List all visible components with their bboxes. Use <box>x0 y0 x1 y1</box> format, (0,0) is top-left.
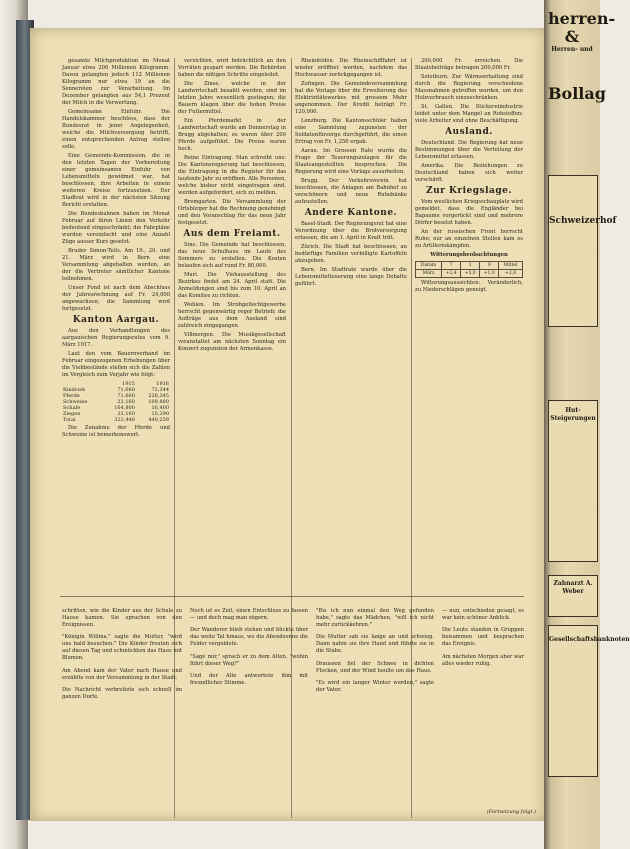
paragraph: Unser Fond ist nach dem Abschluss der Jahresrechnung auf Fr. 24,000 angewachsen; die Sammlung wird fortgesetzt. <box>62 285 170 312</box>
table-header-cell: 1916 <box>156 381 169 387</box>
paragraph: Am nächsten Morgen aber war alles wieder ruhig. <box>442 653 524 667</box>
paragraph: Aarau. Im Grossen Rate wurde die Frage der Teuerungszulagen für die Staatsangestellten besprochen. Die Regierung wird eine Vorlage ausarbeiten. <box>295 148 407 175</box>
section-heading-ausland: Ausland. <box>445 127 493 137</box>
paragraph: Eine Gemeinde-Kommission, die in den letzten Tagen der Vorbereitung einer gemeinsamen Einfuhr von Lebensmitteln gewidmet war, hat beschlossen, ihre Arbeiten in einem weiteren Kreise fortzusetzen. Der Stadtrat wird in der nächsten Sitzung Bericht erstatten. <box>62 153 170 208</box>
paragraph: St. Gallen. Die Stickereiindustrie leidet unter dem Mangel an Rohstoffen; viele Arbeiter sind ohne Beschäftigung. <box>415 104 523 124</box>
table-header-cell: 1915 <box>122 381 135 387</box>
feuilleton-column-4 <box>442 603 524 808</box>
paragraph: Rheinfelden. Die Rheinschifffahrt ist wieder eröffnet worden, nachdem das Hochwasser zurückgegangen ist. <box>295 58 407 78</box>
paragraph: Witterungsaussichten: Veränderlich, zu Niederschlägen geneigt. <box>415 280 523 293</box>
paragraph: — nun, entschieden gesagt, es war kein schöner Anblick. <box>442 608 524 622</box>
paragraph: Bruder Simon-Teils. Am 19., 20. und 21. März wird in Bern eine Versammlung abgehalten werden, an der die Vertreter sämtlicher Kantone teilnehmen. <box>62 248 170 282</box>
paragraph: Der Wanderer blieb stehen und blickte über das weite Tal hinaus, wo die Abendsonne die Felder vergoldete. <box>190 627 308 648</box>
paragraph: Die Zunahme der Pferde und Schweine ist bemerkenswert. <box>62 425 170 438</box>
section-heading-kriegslage: Zur Kriegslage. <box>426 186 512 196</box>
paragraph: 200,000 Fr. erreichen. Die Staatsbeiträge betragen 200,000 Fr. <box>415 58 523 71</box>
paragraph: Die Zinse, welche in der Landwirtschaft bezahlt werden, sind im letzten Jahre wesentlich gestiegen; die Bauern klagen über die hohen Preise der Futtermittel. <box>178 81 286 115</box>
table-cell: 71,660 <box>117 393 135 399</box>
table-row <box>416 270 523 278</box>
ad-banknoten <box>548 625 630 777</box>
paragraph: Villmergen. Die Musikgesellschaft veranstaltet am nächsten Sonntag ein Konzert zugunsten der Armenkasse. <box>178 332 286 352</box>
paragraph: Solothurn. Zur Wärmeerhaltung sind durch die Regierung verschiedene Massnahmen getroffen worden, um den Holzverbrauch einzuschränken. <box>415 74 523 101</box>
feuilleton-column-2 <box>190 603 308 808</box>
newspaper-page <box>30 28 550 821</box>
ad-schweizerhof <box>548 175 617 327</box>
ad-title: Zahnarzt A. Weber <box>553 580 593 595</box>
paragraph: Brugg. Der Verkehrsverein hat beschlossen, die Anlagen am Bahnhof zu verschönern und neue Ruhebänke aufzustellen. <box>295 178 407 205</box>
paragraph: Ein Pferdemarkt in der Landwirtschaft wurde am Donnerstag in Brugg abgehalten; es waren über 200 Pferde aufgeführt. Die Preise waren hoch. <box>178 118 286 152</box>
paragraph: Noch ist es Zeit, einen Entschluss zu fassen — und doch mag man zögern. <box>190 608 308 622</box>
column-3 <box>295 58 407 588</box>
paragraph: verzichten, wird beträchtlich an den Vorräten gespart werden. Die Behörden haben die nötigen Schritte eingeleitet. <box>178 58 286 78</box>
paragraph: Die Nachricht verbreitete sich schnell im ganzen Dorfe. <box>62 686 182 700</box>
paragraph: Sins. Die Gemeinde hat beschlossen, das neue Schulhaus im Laufe des Sommers zu erstellen. Die Kosten belaufen sich auf rund Fr. 80,000. <box>178 242 286 269</box>
table-header-cell: 9 <box>480 262 499 270</box>
paragraph: "Es wird ein langer Winter werden," sagte der Vater. <box>316 679 434 693</box>
table-header-cell: 7 <box>442 262 461 270</box>
table-cell: 322,440 <box>114 417 135 423</box>
paragraph: Bremgarten. Die Versammlung der Ortsbürger hat die Rechnung genehmigt und den Voranschlag für das neue Jahr festgesetzt. <box>178 199 286 226</box>
table-header-cell: 1 <box>461 262 480 270</box>
table-cell: +5,0 <box>461 270 480 278</box>
ad-title: Hut-Steigerungen <box>550 407 596 422</box>
paragraph: Zürich. Die Stadt hat beschlossen, an bedürftige Familien verbilligte Kartoffeln abzugeben. <box>295 244 407 264</box>
section-heading-andere-kantone: Andere Kantone. <box>304 208 398 218</box>
paragraph: Vom westlichen Kriegsschauplatz wird gemeldet, dass die Engländer bei Bapaume vorgerückt sind und mehrere Dörfer besetzt haben. <box>415 199 523 226</box>
table-cell: 109,880 <box>148 399 169 405</box>
table-cell: Pferde <box>63 393 80 399</box>
paragraph: Gemeinsame Einfuhr. Die Handelskammer beschloss, dass der Bundesrat in jener Angelegenheit, welche die Milchversorgung betrifft, einen entsprechenden Antrag stellen solle. <box>62 109 170 150</box>
section-heading-freiamt: Aus dem Freiamt. <box>183 229 281 239</box>
table-cell: 164,800 <box>114 405 135 411</box>
paragraph: Basel-Stadt. Der Regierungsrat hat eine Verordnung über die Brotversorgung erlassen, die am 1. April in Kraft tritt. <box>295 221 407 241</box>
section-heading-aargau: Kanton Aargau. <box>72 315 160 325</box>
feuilleton-rule <box>60 596 524 597</box>
ad-steigerung <box>548 400 598 562</box>
ad-title: herren- & <box>548 9 616 46</box>
paragraph: schritten, wie die Kinder aus der Schule zu Hause kamen. Sie sprachen von den Ereignissen. <box>62 608 182 629</box>
paragraph: Amerika. Die Beziehungen zu Deutschland haben sich weiter verschärft. <box>415 163 523 183</box>
paragraph: Aus den Verhandlungen des aargauischen Regierungsrates vom 9. März 1917. <box>62 328 170 348</box>
feuilleton-column-3 <box>316 603 434 808</box>
table-cell: Total <box>63 417 76 423</box>
table-cell: Ziegen <box>63 411 81 417</box>
facing-page-ads <box>544 0 630 849</box>
paragraph: Laut den vom Bauernverband im Februar eingezogenen Erhebungen über die Viehbestände stellen sich die Zahlen im Vergleich zum Vorjahr wie folgt: <box>62 351 170 378</box>
continuation-note: (Fortsetzung folgt.) <box>486 809 536 815</box>
weather-table <box>415 261 523 278</box>
table-cell: 22,160 <box>117 399 135 405</box>
ad-zahnarzt <box>548 575 598 617</box>
column-2 <box>178 58 286 588</box>
paragraph: Die Bundesbahnen haben im Monat Februar auf ihren Linien den Verkehr bedeutend eingeschränkt; die Fahrpläne wurden vereinfacht und eine Anzahl Züge ausser Kurs gesetzt. <box>62 211 170 245</box>
paragraph: "Königin Willma," sagte die Mutter, "wird uns bald besuchen." Die Kinder freuten sich auf diesen Tag und schmückten das Haus mit Blumen. <box>62 634 182 662</box>
table-cell: März <box>416 270 442 278</box>
paragraph: Reine Eintragung. Man schreibt uns: Die Kantonsregierung hat beschlossen, die Eintragung in die Register für das laufende Jahr zu eröffnen. Alle Personen, welche bisher nicht eingetragen sind, werden aufgefordert, sich zu melden. <box>178 155 287 196</box>
table-cell: +2,4 <box>442 270 461 278</box>
ad-bollag <box>548 84 606 155</box>
ad-title: Bollag <box>548 84 606 103</box>
paragraph: Bern. Im Stadtrate wurde über die Lebensmittelteuerung eine lange Debatte geführt. <box>295 267 407 287</box>
paragraph: Draussen fiel der Schnee in dichten Flocken, und der Wind heulte um das Haus. <box>316 660 434 674</box>
column-4 <box>415 58 523 588</box>
column-1 <box>62 58 170 588</box>
ad-herren <box>548 9 616 80</box>
table-cell: +1,0 <box>480 270 499 278</box>
paragraph: Zofingen. Die Gemeindeversammlung hat die Vorlage über die Erweiterung des Elektrizitätswerkes mit grossem Mehr angenommen. Der Kredit beträgt Fr. 120,000. <box>295 81 407 115</box>
ad-title: Gesellschaftsbanknoten <box>549 636 630 643</box>
table-cell: Rindvieh <box>63 387 86 393</box>
weather-title: Witterungsbeobachtungen <box>430 252 508 258</box>
paragraph: Die Mutter sah sie lange an und schwieg. Dann nahm sie ihre Hand und führte sie in die Stube. <box>316 634 434 655</box>
table-cell: 71,660 <box>117 387 135 393</box>
table-row <box>62 417 170 423</box>
paragraph: An der russischen Front herrscht Ruhe; nur an einzelnen Stellen kam es zu Artilleriekämpfen. <box>415 229 523 249</box>
table-cell: 16,400 <box>151 405 169 411</box>
ad-title: Schweizerhof <box>549 216 617 226</box>
table-cell: 15,290 <box>151 411 169 417</box>
paragraph: "Bis ich nun einmal den Weg gefunden habe," sagte das Mädchen, "will ich nicht mehr zurückkehren." <box>316 608 434 629</box>
paragraph: "Sage mir," sprach er zu dem Alten, "wohin führt dieser Weg?" <box>190 653 308 667</box>
paragraph: Und der Alte antwortete ihm mit freundlicher Stimme. <box>190 672 308 686</box>
table-cell: Schafe <box>63 405 81 411</box>
feuilleton-column-1 <box>62 603 182 808</box>
table-header-row <box>416 262 523 270</box>
paragraph: Muri. Die Viehausstellung des Bezirkes findet am 24. April statt. Die Anmeldungen sind bis zum 10. April an das Komitee zu richten. <box>178 272 286 299</box>
table-header-cell: Datum <box>416 262 442 270</box>
ad-subtitle: Herren- und <box>551 46 593 53</box>
table-cell: 22,160 <box>117 411 135 417</box>
table-cell: 226,345 <box>148 393 169 399</box>
paragraph: Deutschland. Die Regierung hat neue Bestimmungen über die Verteilung der Lebensmittel erlassen. <box>415 140 523 160</box>
table-cell: 72,344 <box>151 387 169 393</box>
paragraph: Lenzburg. Die Kantonsschüler haben eine Sammlung zugunsten der Soldatenfürsorge durchgeführt, die einen Ertrag von Fr. 1,250 ergab. <box>295 118 407 145</box>
paragraph: Am Abend kam der Vater nach Hause und erzählte von der Versammlung in der Stadt. <box>62 667 182 681</box>
livestock-table <box>62 381 170 423</box>
paragraph: Die Leute standen in Gruppen beisammen und besprachen das Ereignis. <box>442 627 524 648</box>
paragraph: Wohlen. Im Strohgeflechtgewerbe herrscht gegenwärtig reger Betrieb; die Aufträge aus dem Ausland sind zahlreich eingegangen. <box>178 302 286 329</box>
paragraph: gesamte Milchproduktion im Monat Januar etwa 200 Millionen Kilogramm. Davon gelangten jedoch 112 Millionen Kilogramm nur etwa 19 an die Sennereien zur Verarbeitung. Im Dezember gelangten aus 54,1 Prozent der Milch in die Verwertung. <box>62 58 170 106</box>
table-cell: Schweine <box>63 399 88 405</box>
table-header-cell: Mittel <box>499 262 523 270</box>
table-cell: +2,8 <box>499 270 523 278</box>
table-cell: 440,259 <box>148 417 169 423</box>
